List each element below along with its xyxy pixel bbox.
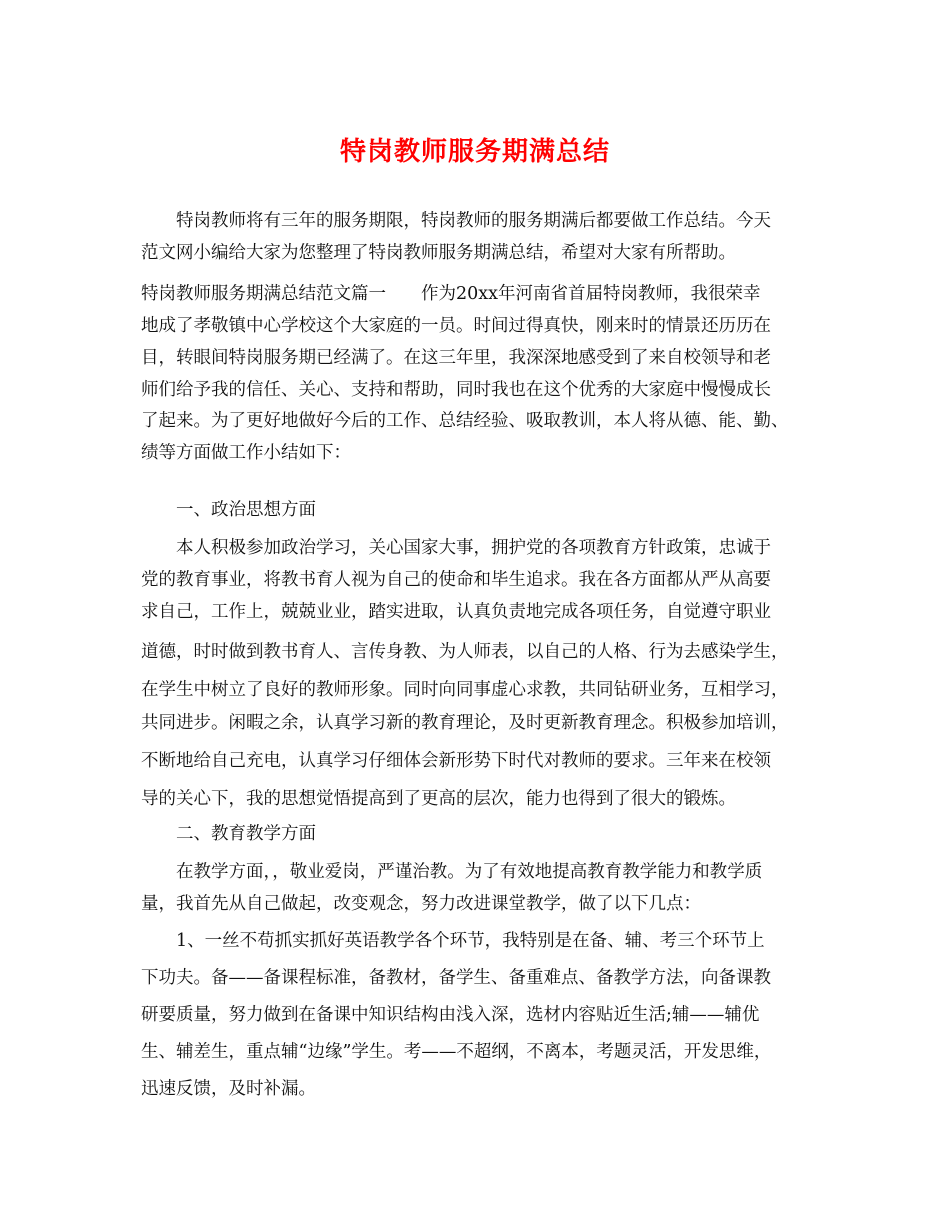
text-line: 研要质量，努力做到在备课中知识结构由浅入深，选材内容贴近生活;辅——辅优 [141, 1005, 760, 1025]
text-line: 求自己，工作上，兢兢业业，踏实进取，认真负责地完成各项任务，自觉遵守职业 [141, 602, 771, 622]
text-line: 量，我首先从自己做起，改变观念，努力改进课堂教学，做了以下几点： [141, 894, 701, 914]
section-heading: 一、政治思想方面 [176, 500, 316, 520]
text-line: 范文网小编给大家为您整理了特岗教师服务期满总结，希望对大家有所帮助。 [141, 243, 736, 263]
text-line: 迅速反馈，及时补漏。 [141, 1079, 316, 1099]
text-line: 党的教育事业，将教书育人视为自己的使命和毕生追求。我在各方面都从严从高要 [141, 570, 771, 590]
text-line: 不断地给自己充电，认真学习仔细体会新形势下时代对教师的要求。三年来在校领 [141, 751, 771, 771]
text-line: 共同进步。闲暇之余，认真学习新的教育理论，及时更新教育理念。积极参加培训， [141, 713, 789, 733]
text-line: 师们给予我的信任、关心、支持和帮助，同时我也在这个优秀的大家庭中慢慢成长 [141, 380, 771, 400]
text-line: 1、一丝不苟抓实抓好英语教学各个环节，我特别是在备、辅、考三个环节上 [176, 931, 765, 951]
text-line: 特岗教师将有三年的服务期限，特岗教师的服务期满后都要做工作总结。今天 [176, 211, 771, 231]
text-line: 目，转眼间特岗服务期已经满了。在这三年里，我深深地感受到了来自校领导和老 [141, 348, 771, 368]
text-line: 特岗教师服务期满总结范文篇一 作为20xx年河南省首届特岗教师，我很荣幸 [141, 284, 761, 304]
text-line: 在学生中树立了良好的教师形象。同时向同事虚心求教，共同钻研业务，互相学习， [141, 680, 789, 700]
text-line: 地成了孝敬镇中心学校这个大家庭的一员。时间过得真快，刚来时的情景还历历在 [141, 316, 771, 336]
text-line: 本人积极参加政治学习，关心国家大事，拥护党的各项教育方针政策，忠诚于 [176, 538, 771, 558]
text-line: 生、辅差生，重点辅“边缘”学生。考——不超纲，不离本，考题灵活，开发思维， [141, 1042, 772, 1062]
text-line: 下功夫。备——备课程标准，备教材，备学生、备重难点、备教学方法，向备课教 [141, 968, 771, 988]
text-line: 导的关心下，我的思想觉悟提高到了更高的层次，能力也得到了很大的锻炼。 [141, 789, 736, 809]
section-heading: 二、教育教学方面 [176, 824, 316, 844]
document-title: 特岗教师服务期满总结 [339, 137, 610, 167]
text-line: 在教学方面，，敬业爱岗，严谨治教。为了有效地提高教育教学能力和教学质 [176, 862, 763, 882]
text-line: 绩等方面做工作小结如下： [141, 443, 351, 463]
text-line: 道德，时时做到教书育人、言传身教、为人师表，以自己的人格、行为去感染学生， [141, 642, 789, 662]
text-line: 了起来。为了更好地做好今后的工作、总结经验、吸取教训，本人将从德、能、勤、 [141, 411, 789, 431]
